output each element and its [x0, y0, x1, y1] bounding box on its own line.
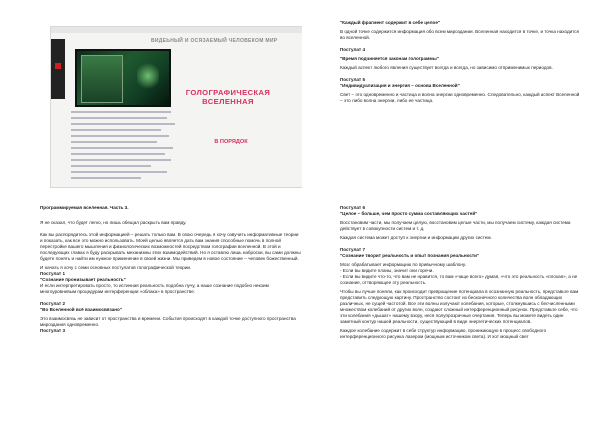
postulate-6-label: Постулат 6 — [340, 205, 366, 210]
photo-glow — [137, 61, 159, 91]
chapter-title: Программируемая вселенная. Часть 3. — [40, 205, 129, 210]
postulate-7-label: Постулат 7 — [340, 247, 366, 252]
hologram-screenshot — [50, 26, 302, 188]
postulate-1-title: "Сознание пронизывает реальность" — [40, 277, 126, 282]
text-line — [71, 177, 141, 179]
page-top-right — [340, 20, 580, 210]
page-top-left — [40, 20, 302, 210]
text-line — [71, 123, 175, 125]
text-line — [71, 165, 151, 167]
text-line — [71, 147, 173, 149]
postulate-6-note: Каждая система может доступ к энергии и информации других систем. — [340, 235, 492, 240]
main-paragraph: Как вы распорядитесь этой информацией – решать только вам. В свою очередь я хочу озвучить информативные теории и показать, как все это можно использовать. Моей целью является дать вам знания способные помочь в полной перестройке вашего мышления и физиологических возможностей посредством голографии вселенной. В этой и последующих главах я буду раскрывать механизмы этих взаимодействий. Но я оставлю лишь наброски, вы сами должны будете понять и найти им нужное применение в своей жизни. Мы приведем в новое состояние – человек божественный. — [40, 232, 301, 261]
page-bottom-left — [40, 205, 302, 419]
postulate-2-title: "Во Вселенной всё взаимосвязано" — [40, 307, 123, 312]
postulate-4-label: Постулат 4 — [340, 47, 366, 52]
text-line — [71, 171, 167, 173]
dark-sidebar — [51, 39, 65, 99]
bullet-1: - Если вы видите планы, значит они горечи. — [340, 268, 434, 273]
page-bottom-right — [340, 205, 580, 419]
postulate-1-text: И если интерпретировать просто, то истинная реальность подобна лучу, а наше сознание подобно некоим многоуровневым процедурам интерференции «облака» в пространстве. — [40, 283, 269, 294]
postulate-5-text: Свет – это одновременно и частица и волна энергии одновременно. Следовательно, каждый аспект Вселенной – это либо волна энергии, либо ее частица. — [340, 92, 580, 103]
postulate-2-text: Это взаимосвязь не зависит от пространства и времени. События происходят в каждой точке доступного пространства мироздания одновременно. — [40, 316, 296, 327]
postulate-6-text: Восстановим части, мы получаем целую, восстановим целые части, мы получаем систему, каждая система действует в совокупности систем и т. д. — [340, 220, 571, 231]
screenshot-band-text: ВИДЕЬНЫЙ И ОСЯЗАЕМЫЙ ЧЕЛОВЕКОМ МИР — [151, 38, 278, 44]
postulate-4-title: "Время подчиняется законам голограммы" — [340, 56, 439, 61]
red-marker-icon — [55, 63, 61, 69]
browser-toolbar — [51, 27, 302, 33]
fragment-heading: "Каждый фрагмент содержит в себе целое" — [340, 20, 441, 25]
potential-paragraph: Чтобы вы лучше поняли, как происходит превращение потенциала в осознанную реальность, представьте вам представить следующую картину. Пространство состоит из бесконечного количества волн обладающих различных, не сущей частотой. Все эти волны излучают колебания, которые, столкнувшись с бесчисленными множеством колебаний от других волн, создают сложный интерференционный рисунок. Представьте себе, что эти колебания «дышат» нашему взору, неся полупрозрачные очертания. Теперь вы можете видеть один заметный контур нашей реальности, существующий в виде энергетических потенциалов. — [340, 289, 579, 324]
postulate-5-title: "Индивидуализация и энергия – основа Вселенной" — [340, 83, 460, 88]
order-label: В ПОРЯДОК — [214, 139, 248, 145]
forest-photo — [75, 49, 171, 107]
text-line — [71, 159, 171, 161]
postulate-5-label: Постулат 5 — [340, 77, 366, 82]
text-line — [71, 153, 165, 155]
photo-figure — [81, 55, 123, 103]
oscillation-paragraph: Каждое колебание содержит в себе структур информацию, проникающую в процесс свободного интерференционного рисунка лазером (мощным источником света). И хот мощный свет — [340, 328, 547, 339]
postulate-2-label: Постулат 2 — [40, 301, 66, 306]
postulate-4-text: Каждый аспект любого явления существует всегда и всегда, но зависимо отприменимых периодов. — [340, 65, 553, 70]
postulate-6-title: "Целое – больше, чем просто сумма составляющих частей" — [340, 211, 478, 216]
fragment-text: В одной точке содержится информация обо всем мироздании. Вселенная находится в точке, и точка находится во вселенной. — [340, 29, 580, 40]
postulate-1-label: Постулат 1 — [40, 271, 66, 276]
bullet-2: - Если вы видите что-то, что вам не нравится, то вам «чаще всего» думая, «что это реальность «плохая», а не сознание, оттворяющее эту реальность. — [340, 274, 578, 285]
text-line — [71, 111, 171, 113]
hologram-title: ГОЛОГРАФИЧЕСКАЯ ВСЕЛЕННАЯ — [185, 88, 271, 106]
text-line — [71, 117, 167, 119]
text-line — [71, 141, 157, 143]
text-line — [71, 135, 169, 137]
brain-text: Мозг обрабатывает информацию по привычному шаблону. — [340, 262, 467, 267]
postulate-7-title: "Сознание творит реальность и опыт познания реальности" — [340, 253, 480, 258]
text-line — [71, 129, 161, 131]
postulates-intro: И начать я хочу с семи основных постулатов голографической теории. — [40, 265, 192, 270]
intro-paragraph: Я не сказал, что будет легко, но лишь обещал раскрыть вам правду. — [40, 220, 187, 225]
postulate-3-label: Постулат 3 — [40, 328, 66, 333]
